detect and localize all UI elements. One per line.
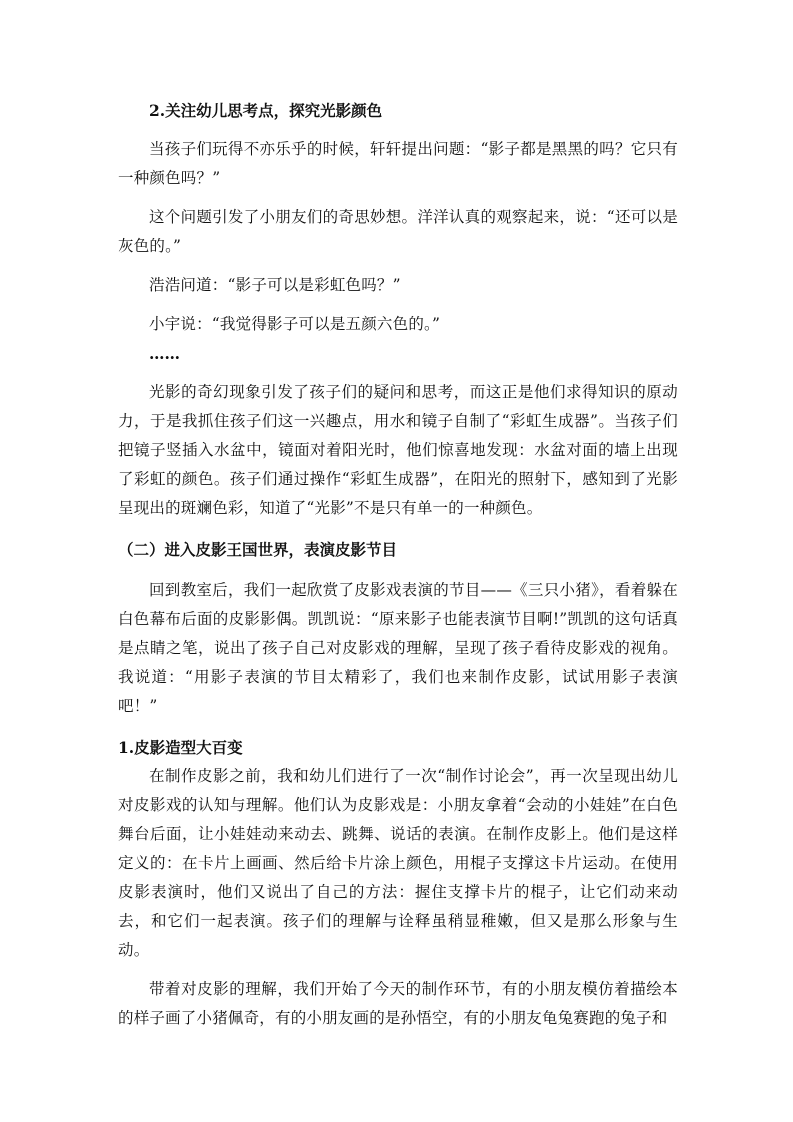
paragraph-xiaoyu-answer: 小宇说：“我觉得影子可以是五颜六色的。” <box>149 315 441 333</box>
section-heading-puppet-design: 1.皮影造型大百变 <box>118 738 243 757</box>
section-heading-shadow-puppet: （二）进入皮影王国世界，表演皮影节目 <box>118 540 398 559</box>
section-heading-color: 2.关注幼儿思考点，探究光影颜色 <box>149 101 383 120</box>
paragraph-yangyang-answer: 这个问题引发了小朋友们的奇思妙想。洋洋认真的观察起来，说：“还可以是灰色的。” <box>118 208 678 255</box>
paragraph-rainbow-generator: 光影的奇幻现象引发了孩子们的疑问和思考，而这正是他们求得知识的原动力，于是我抓住孩子们这一兴趣点，用水和镜子自制了“彩虹生成器”。当孩子们把镜子竖插入水盆中，镜面对着阳光时，他们惊喜地发现：水盆对面的墙上出现了彩虹的颜色。孩子们通过操作“彩虹生成器”，在阳光的照射下，感知到了光影呈现出的斑斓色彩，知道了“光影”不是只有单一的一种颜色。 <box>118 383 678 517</box>
ellipsis: …… <box>149 344 180 363</box>
paragraph-discussion-meeting: 在制作皮影之前，我和幼儿们进行了一次“制作讨论会”，再一次呈现出幼儿对皮影戏的认知与理解。他们认为皮影戏是：小朋友拿着“会动的小娃娃”在白色舞台后面，让小娃娃动来动去、跳舞、说话的表演。在制作皮影上。他们是这样定义的：在卡片上画画、然后给卡片涂上颜色，用棍子支撑这卡片运动。在使用皮影表演时，他们又说出了自己的方法：握住支撑卡片的棍子，让它们动来动去，和它们一起表演。孩子们的理解与诠释虽稍显稚嫩，但又是那么形象与生动。 <box>118 767 678 959</box>
document-body <box>118 96 678 1033</box>
paragraph-haohao-question: 浩浩问道：“影子可以是彩虹色吗？” <box>149 276 401 294</box>
paragraph-xuanxuan-question: 当孩子们玩得不亦乐乎的时候，轩轩提出问题：“影子都是黑黑的吗？它只有一种颜色吗？” <box>118 140 678 187</box>
paragraph-making-session: 带着对皮影的理解，我们开始了今天的制作环节，有的小朋友模仿着描绘本的样子画了小猪佩奇，有的小朋友画的是孙悟空，有的小朋友龟兔赛跑的兔子和 <box>118 980 678 1027</box>
paragraph-three-little-pigs: 回到教室后，我们一起欣赏了皮影戏表演的节目——《三只小猪》，看着躲在白色幕布后面的皮影影偶。凯凯说：“原来影子也能表演节目啊!”凯凯的这句话真是点睛之笔，说出了孩子自己对皮影戏的理解，呈现了孩子看待皮影戏的视角。我说道：“用影子表演的节目太精彩了，我们也来制作皮影，试试用影子表演吧！” <box>118 581 678 715</box>
